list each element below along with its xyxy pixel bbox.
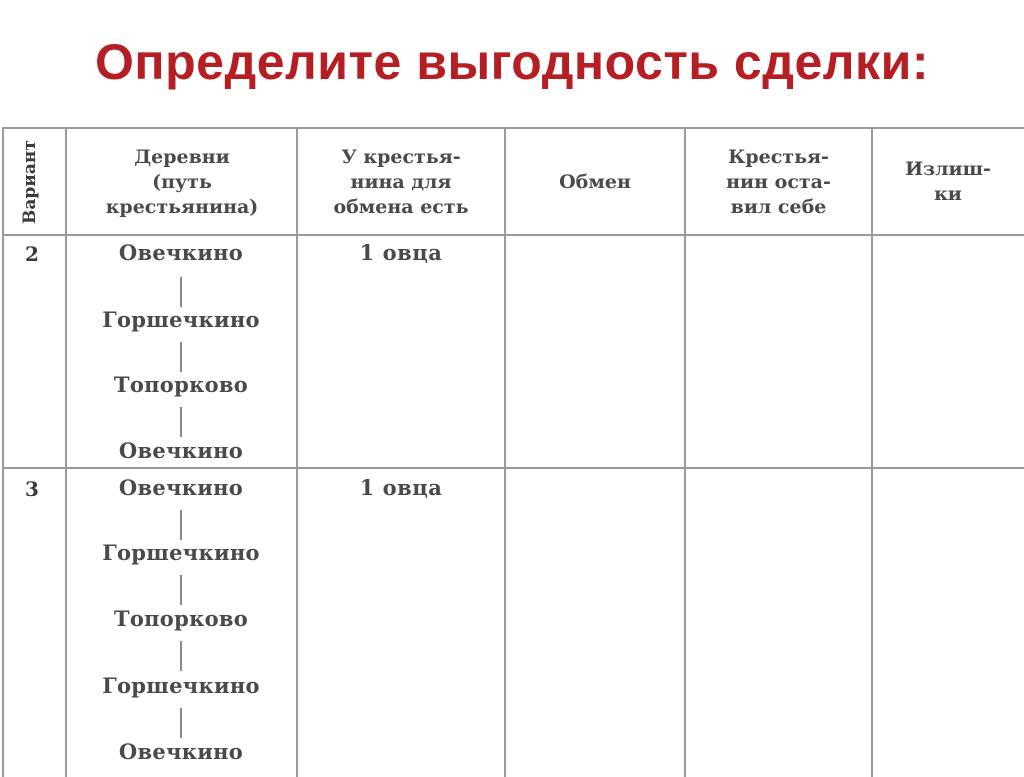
route-village: Овечкино xyxy=(118,475,244,500)
col-divider-4 xyxy=(684,127,686,777)
route-village: Горшечкино xyxy=(102,307,260,332)
row-variant-number: 3 xyxy=(25,477,39,501)
table-left-border xyxy=(2,127,4,777)
route-village: Овечкино xyxy=(118,739,244,764)
col-divider-2 xyxy=(296,127,298,777)
header-villages: Деревни (путь крестьянина) xyxy=(105,146,259,218)
row-amount: 1 овца xyxy=(359,475,443,500)
route-connector xyxy=(180,575,182,605)
header-exchange: Обмен xyxy=(559,171,631,193)
route-village: Топорково xyxy=(113,606,249,631)
route-connector xyxy=(180,407,182,437)
row-amount: 1 овца xyxy=(359,240,443,265)
slide-title: Определите выгодность сделки: xyxy=(95,34,929,90)
route-village: Овечкино xyxy=(118,438,244,463)
route-village: Горшечкино xyxy=(102,673,260,698)
route-connector xyxy=(180,510,182,540)
col-divider-5 xyxy=(871,127,873,777)
route-connector xyxy=(180,277,182,307)
route-connector xyxy=(180,641,182,671)
route-connector xyxy=(180,342,182,372)
header-variant: Вариант xyxy=(20,140,40,224)
route-village: Овечкино xyxy=(118,240,244,265)
col-divider-3 xyxy=(504,127,506,777)
route-village: Горшечкино xyxy=(102,540,260,565)
header-has: У крестья- нина для обмена есть xyxy=(333,146,469,218)
header-surplus: Излиш- ки xyxy=(905,158,991,205)
route-connector xyxy=(180,708,182,738)
route-village: Топорково xyxy=(113,372,249,397)
row-variant-number: 2 xyxy=(25,242,39,266)
deal-table xyxy=(2,127,1024,777)
header-kept: Крестья- нин оста- вил себе xyxy=(726,146,831,218)
